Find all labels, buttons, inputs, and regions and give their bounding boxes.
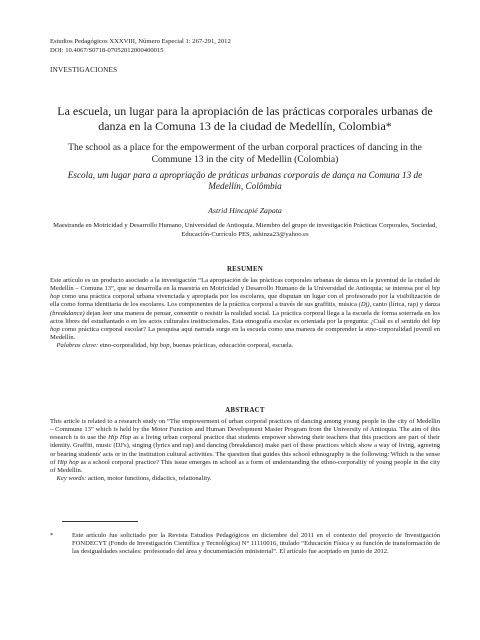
- keywords-label: Palabras clave:: [56, 342, 99, 350]
- author-name: Astrid Hincapié Zapata: [208, 206, 282, 215]
- resumen-text: , canto (lírica, rap) y danza: [369, 301, 440, 309]
- keyword-term: hip hop: [149, 342, 170, 350]
- footnote: [50, 532, 440, 556]
- abstract-term: Hip hop: [57, 458, 79, 466]
- author-affiliation: Maestranda en Motricidad y Desarrollo Humano, Universidad de Antioquia. Miembro del grupo de investigación Prácticas Corporales, Sociedad, Educación-Currículo PES, ashinza23@yahoo.es: [53, 222, 437, 238]
- abstract-term: Hip Hop: [108, 434, 132, 442]
- resumen-term: (Dj): [358, 301, 370, 309]
- resumen-term: (breakdance): [50, 309, 85, 317]
- journal-header: [50, 38, 440, 55]
- abstract-text: as a school corporal practice? This issue emerges in school as a form of understanding the ethno-corporality of young people in the city of Medellin.: [50, 458, 441, 474]
- title-english: The school as a place for the empowerment of the urban corporal practices of dancing in the Commune 13 in the city of Medellin (Colombia): [68, 142, 422, 165]
- resumen-text: Este artículo es un producto asociado a la investigación “La apropiación de las prácticas corporales urbanas de danza en la juventud de la ciudad de Medellín – Comuna 13”, que se desarrolla en la maestría en Motricidad y Desarrollo Humano de la Universidad de Antioquia; se interesa por el: [50, 277, 440, 293]
- keyword-text: etno-corporalidad,: [99, 342, 148, 350]
- footnote-text: Este artículo fue solicitado por la Revista Estudios Pedagógicos en diciembre del 2011 en el contexto del proyecto de Investigación FONDECYT (Fondo de Investigación Científica y Tecnológica) N° 11110016, titulado “Educación Física y su función de transformación de las desigualdades sociales: profesorado del área y documentación ministerial”. El artículo fue aceptado en junio de 2012.: [72, 532, 440, 556]
- abstract-keywords: [50, 475, 440, 483]
- keyword-text: action, motor functions, didactics, relationality.: [87, 475, 212, 483]
- resumen-heading: RESUMEN: [226, 266, 264, 273]
- resumen-body: [50, 277, 440, 350]
- abstract-heading: ABSTRACT: [225, 407, 265, 414]
- keywords-label: Key words:: [56, 475, 87, 483]
- abstract-text: This article is related to a research study on “The empowerment of urban corporal practices of dancing among young people in the city of Medellin – Commune 13” which is held by the Motor Function and Human Development Master Program from the University of Antioquia. The aim of this research is to use the: [50, 418, 440, 442]
- resumen-term: hip hop: [50, 317, 441, 333]
- footnote-mark: *: [50, 532, 54, 539]
- journal-doi: DOI: 10.4067/S0718-07052012000400015: [50, 46, 164, 54]
- journal-citation: Estudios Pedagógicos XXXVIII, Número Especial 1: 267-291, 2012: [50, 38, 231, 45]
- section-label: INVESTIGACIONES: [50, 66, 118, 74]
- abstract-body: [50, 418, 440, 483]
- resumen-keywords: [50, 342, 440, 350]
- title-portuguese: Escola, um lugar para a apropriação de práticas urbanas corporais de dança na Comuna 13 de Medellín, Colômbia: [67, 170, 423, 191]
- resumen-term: hip hop: [50, 285, 440, 301]
- footnote-divider: [62, 521, 138, 522]
- keyword-text: , buenas prácticas, educación corporal, escuela.: [169, 342, 294, 350]
- resumen-text: como una práctica corporal urbana vivenciada y apropiada por los escolares, que disputan un lugar con el profesorado por la visibilización de ella como forma identitaria de los escolares. Los componentes de la práctica corporal a través de sus graffitis, música: [50, 293, 440, 309]
- resumen-text: dejan leer una manera de pensar, consentir o resistir la realidad social. La práctica corporal llega a la escuela de forma soterrada en los actos libres del estudiantado o en los actos culturales institucionales. Esta etnografía escolar es orientada por la pregunta: ¿Cuál es el sentido del: [50, 309, 440, 325]
- title-spanish: La escuela, un lugar para la apropiación de las prácticas corporales urbanas de danza en la Comuna 13 de la ciudad de Medellín, Colombia*: [57, 104, 433, 133]
- abstract-text: as a living urban corporal practice that students empower showing their teachers that this practices are part of their identity. Graffiti, music (DJ's), singing (lyrics and rap) and dancing (breakdance) make part of these practices which show a way of living, agreeing or bearing students' acts or in the institution cultural activities. The question that guides this school ethnography is the following: Which is the sense of: [50, 434, 440, 466]
- resumen-text: como práctica corporal escolar? La pesquisa aquí narrada surge en la escuela como una manera de comprender la etno-corporalidad juvenil en Medellín.: [50, 325, 441, 342]
